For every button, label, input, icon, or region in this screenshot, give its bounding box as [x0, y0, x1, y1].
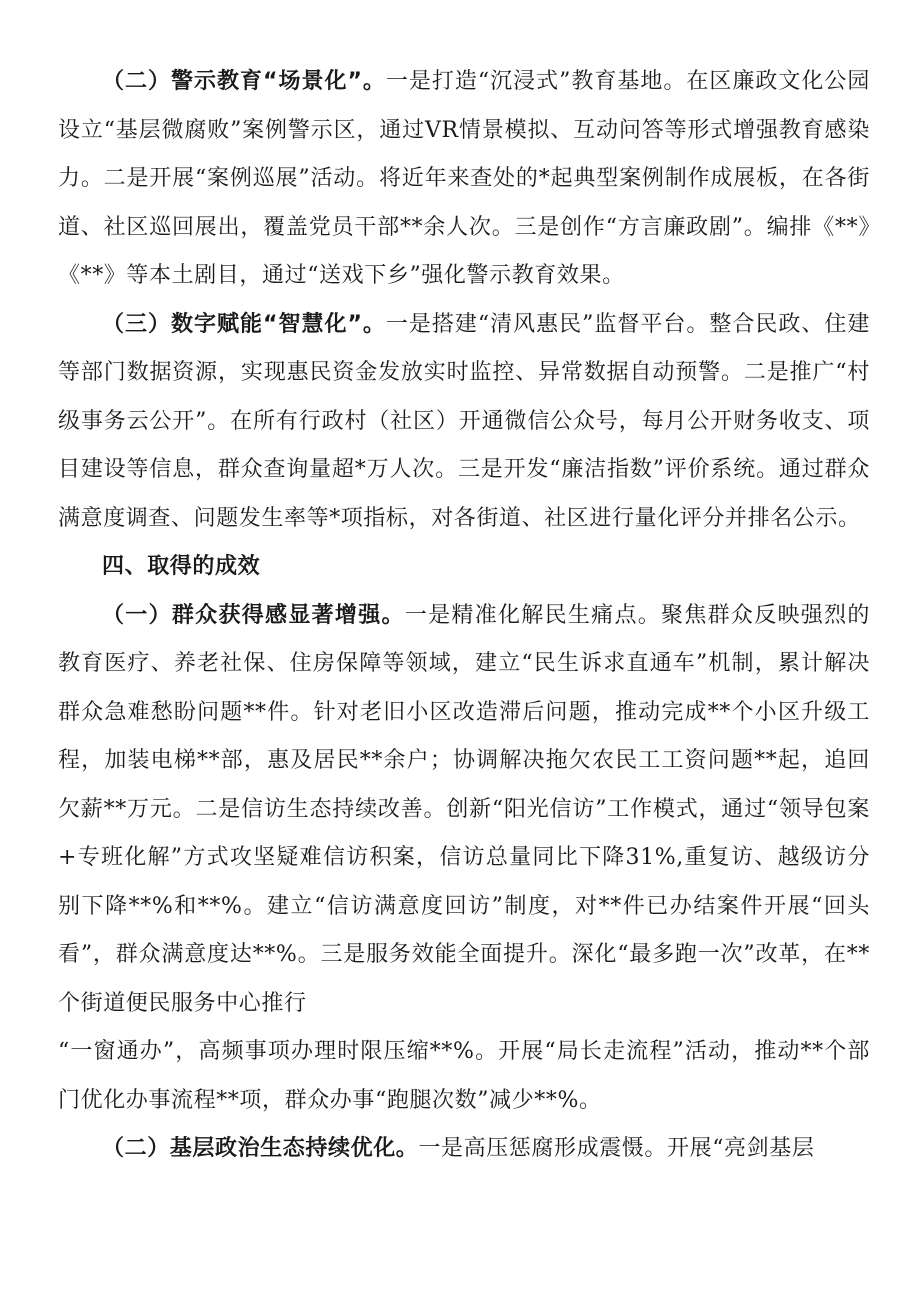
paragraph-body: 一是打造“沉浸式”教育基地。在区廉政文化公园设立“基层微腐败”案例警示区，通过VR情景模拟、互动问答等形式增强教育感染力。二是开展“案例巡展”活动。将近年来查处的*起典型案例制作成展板，在各街道、社区巡回展出，覆盖党员干部**余人次。三是创作“方言廉政剧”。编排《**》《**》等本土剧目，通过“送戏下乡”强化警示教育效果。 [58, 69, 871, 288]
paragraph-body: 一是精准化解民生痛点。聚焦群众反映强烈的教育医疗、养老社保、住房保障等领域，建立“民生诉求直通车”机制，累计解决群众急难愁盼问题**件。针对老旧小区改造滞后问题，推动完成**个小区升级工程，加装电梯**部，惠及居民**余户；协调解决拖欠农民工工资问题**起，追回欠薪**万元。二是信访生态持续改善。创新“阳光信访”工作模式，通过“领导包案+专班化解”方式攻坚疑难信访积案，信访总量同比下降31%,重复访、越级访分别下降**%和**%。建立“信访满意度回访”制度，对**件已办结案件开展“回头看”，群众满意度达**%。三是服务效能全面提升。深化“最多跑一次”改革，在**个街道便民服务中心推行 [58, 602, 870, 1016]
paragraph-political-ecology [58, 1125, 870, 1174]
document-page [58, 58, 870, 1174]
paragraph-continuation [58, 1028, 870, 1125]
paragraph-body: “一窗通办”，高频事项办理时限压缩**%。开展“局长走流程”活动，推动**个部门优化办事流程**项，群众办事“跑腿次数”减少**%。 [58, 1039, 870, 1113]
section-heading: 四、取得的成效 [102, 554, 261, 579]
paragraph-title: （二）警示教育“场景化”。 [102, 69, 386, 94]
paragraph-body: 一是高压惩腐形成震慑。开展“亮剑基层 [418, 1136, 815, 1161]
paragraph-public-satisfaction [58, 592, 870, 1029]
paragraph-title: （三）数字赋能“智慧化”。 [102, 311, 386, 337]
paragraph-digital-empowerment [58, 301, 870, 544]
paragraph-title: （一）群众获得感显著增强。 [102, 602, 405, 628]
paragraph-warning-education [58, 58, 870, 301]
paragraph-title: （二）基层政治生态持续优化。 [102, 1136, 419, 1161]
paragraph-body: 一是搭建“清风惠民”监督平台。整合民政、住建等部门数据资源，实现惠民资金发放实时监控、异常数据自动预警。二是推广“村级事务云公开”。在所有行政村（社区）开通微信公众号，每月公开财务收支、项目建设等信息，群众查询量超*万人次。三是开发“廉洁指数”评价系统。通过群众满意度调查、问题发生率等*项指标，对各街道、社区进行量化评分并排名公示。 [58, 311, 871, 531]
